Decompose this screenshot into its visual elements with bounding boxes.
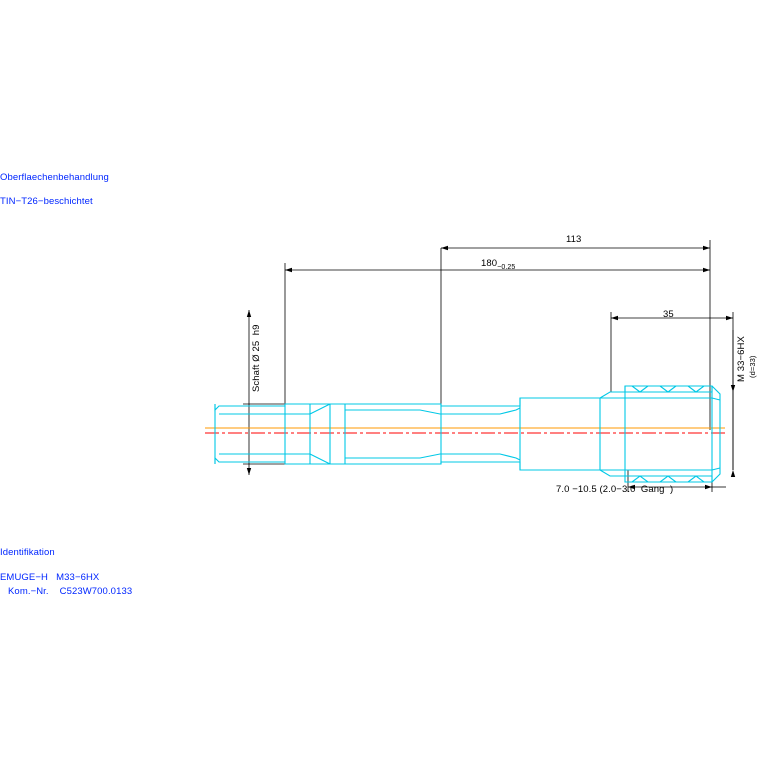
dimension-length-tolerance: −0.25 xyxy=(497,263,516,271)
dimension-length-value: 180 xyxy=(481,258,498,269)
dimension-length-to-shoulder xyxy=(481,258,515,271)
dimension-thread-length: 35 xyxy=(663,309,674,320)
tool-outline xyxy=(215,386,720,482)
identification-line-1: EMUGE−H M33−6HX xyxy=(0,572,100,583)
surface-treatment-value: TIN−T26−beschichtet xyxy=(0,196,93,207)
dimension-shank-diameter: Schaft Ø 25 h9 xyxy=(251,324,262,392)
dimension-thread-designation: M 33−6HX xyxy=(736,336,747,382)
dimension-thread-nominal: (d=33) xyxy=(748,355,757,378)
dimension-chamfer-note: 7.0 −10.5 (2.0−3.0 Gang ) xyxy=(556,484,674,495)
dimension-overall-length: 113 xyxy=(566,234,582,245)
identification-line-2: Kom.−Nr. C523W700.0133 xyxy=(8,586,133,597)
center-lines xyxy=(205,428,725,433)
surface-treatment-heading: Oberflaechenbehandlung xyxy=(0,172,109,183)
identification-heading: Identifikation xyxy=(0,547,55,558)
